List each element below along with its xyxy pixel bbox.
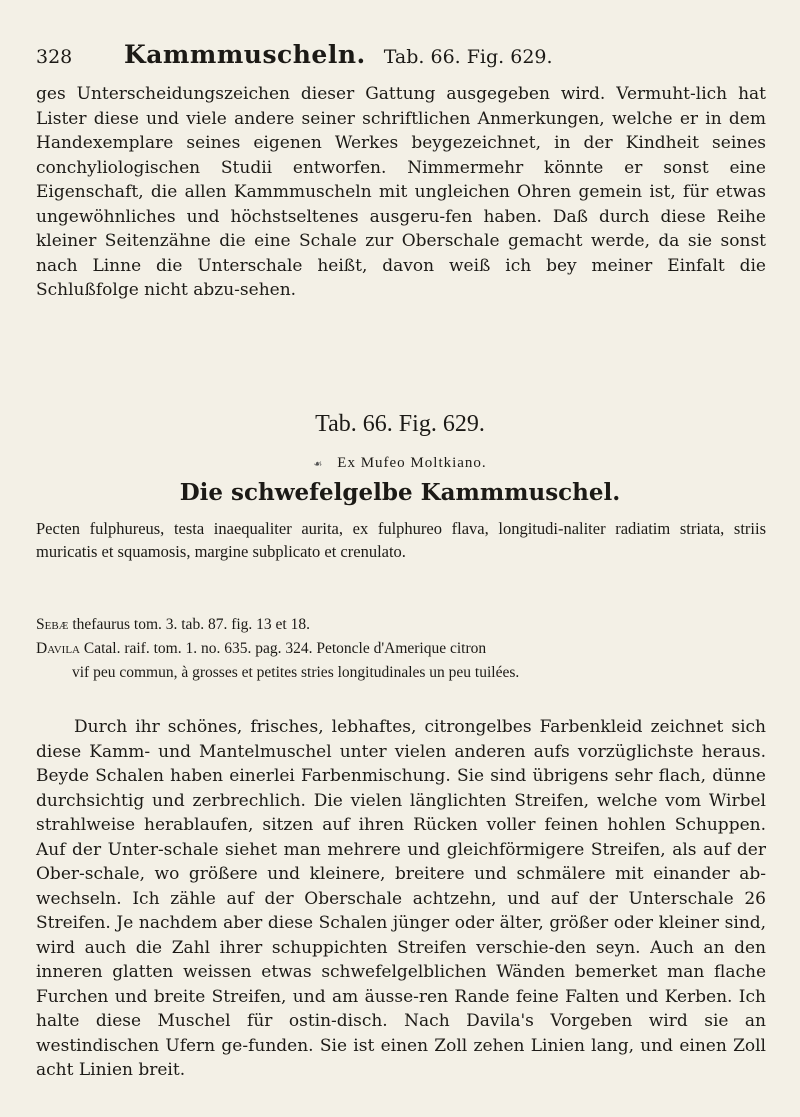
reference-author: Davila [36,640,80,657]
collection-source [0,455,800,472]
plate-reference: Tab. 66. Fig. 629. [383,46,553,68]
reference-item [36,638,766,659]
reference-item [36,614,766,635]
intro-text: ges Unterscheidungszeichen dieser Gattung ausgegeben wird. Vermuht-lich hat Lister diese und viele andere seiner schriftlichen Anmerkungen, welche er in dem Handexemplare seines eigenen Werkes beygezeichnet, in der Kindheit seines conchyliologischen Studii entworfen. Nimmermehr könnte er sonst eine Eigenschaft, die allen Kammmuscheln mit ungleichen Ohren gemein ist, für etwas ungewöhnliches und höchstseltenes ausgeru-fen haben. Daß durch diese Reihe kleiner Seitenzähne die eine Schale zur Oberschale gemacht werde, da sie sonst nach Linne die Unterschale heißt, davon weiß ich bey meiner Einfalt die Schlußfolge nicht abzu-sehen. [36,84,766,300]
plate-label: Tab. 66. Fig. 629. [315,411,485,437]
references [36,614,766,686]
reference-text: thefaurus tom. 3. tab. 87. fig. 13 et 18. [68,616,310,633]
description-paragraph [36,715,766,1083]
source-text: Ex Mufeo Moltkiano. [337,455,487,471]
fleuron-icon: ☙ [313,459,324,470]
running-title: Kammmuscheln. [124,40,366,69]
reference-author: Sebæ [36,616,69,633]
body-text: Durch ihr schönes, frisches, lebhaftes, citrongelbes Farbenkleid zeichnet sich diese Kamm- und Mantelmuschel unter vielen anderen aufs vorzüglichste heraus. Beyde Schalen haben einerlei Farbenmischung. Sie sind übrigens sehr flach, dünne durchsichtig und zerbrechlich. Die vielen länglichten Streifen, welche vom Wirbel strahlweise herablaufen, sitzen auf ihren Rücken voller feinen hohlen Schuppen. Auf der Unter-schale siehet man mehrere und gleichförmigere Streifen, als auf der Ober-schale, wo größere und kleinere, breitere und schmälere mit einander ab-wechseln. Ich zähle auf der Oberschale achtzehn, und auf der Unterschale 26 Streifen. Je nachdem aber diese Schalen jünger oder älter, größer oder kleiner sind, wird auch die Zahl ihrer schuppichten Streifen verschie-den seyn. Auch an den inneren glatten weissen etwas schwefelgelblichen Wänden bemerket man flache Furchen und breite Streifen, und am äusse-ren Rande feine Falten und Kerben. Ich halte diese Muschel für ostin-disch. Nach Davila's Vorgeben wird sie an westindischen Ufern ge-funden. Sie ist einen Zoll zehen Linien lang, und einen Zoll acht Linien breit. [36,717,766,1080]
species-title: Die schwefelgelbe Kammmuschel. [179,479,621,506]
reference-text: Catal. raif. tom. 1. no. 635. pag. 324. Petoncle d'Amerique citron [80,640,487,657]
latin-description: Pecten fulphureus, testa inaequaliter aurita, ex fulphureo flava, longitudi-naliter radiatim striata, striis muricatis et squamosis, margine subplicato et crenulato. [36,519,766,561]
page-number: 328 [36,46,73,68]
reference-continuation: vif peu commun, à grosses et petites stries longitudinales un peu tuilées. [72,664,520,681]
page-header [36,40,766,76]
intro-paragraph [36,82,766,303]
